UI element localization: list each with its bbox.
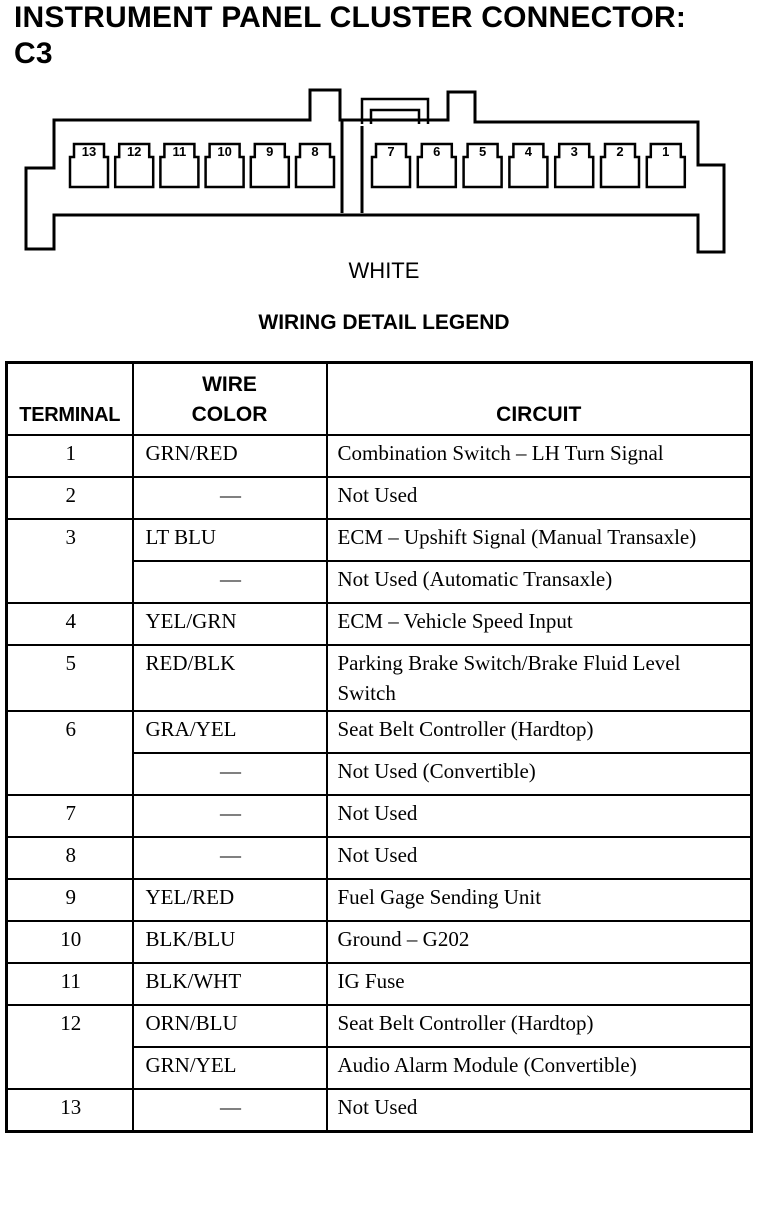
table-row <box>7 477 752 519</box>
wire-color-cell: — <box>133 1089 327 1132</box>
wire-color-cell: YEL/GRN <box>133 603 327 645</box>
wire-color-cell: YEL/RED <box>133 879 327 921</box>
header-terminal: TERMINAL <box>7 363 133 436</box>
connector-pin-number: 12 <box>126 144 142 159</box>
connector-pin-number: 10 <box>217 144 232 159</box>
connector-housing <box>26 90 724 252</box>
circuit-cell: Audio Alarm Module (Convertible) <box>327 1047 752 1089</box>
circuit-cell: Not Used <box>327 477 752 519</box>
connector-pin-number: 9 <box>266 144 274 159</box>
right-pin-group <box>372 144 685 187</box>
connector-pin-number: 5 <box>478 144 487 159</box>
table-row <box>7 879 752 921</box>
wire-color-cell: GRA/YEL <box>133 711 327 753</box>
wire-color-cell: — <box>133 561 327 603</box>
wire-color-cell: BLK/BLU <box>133 921 327 963</box>
header-circuit: CIRCUIT <box>327 363 752 436</box>
terminal-cell: 11 <box>7 963 133 1005</box>
wire-color-cell: GRN/YEL <box>133 1047 327 1089</box>
table-row <box>7 603 752 645</box>
connector-color-label: WHITE <box>348 258 420 283</box>
table-row <box>7 753 752 795</box>
circuit-cell: ECM – Vehicle Speed Input <box>327 603 752 645</box>
terminal-cell: 3 <box>7 519 133 561</box>
circuit-cell: ECM – Upshift Signal (Manual Transaxle) <box>327 519 752 561</box>
terminal-cell: 5 <box>7 645 133 711</box>
wire-color-cell: — <box>133 477 327 519</box>
header-wire-color <box>133 363 327 436</box>
page-title: INSTRUMENT PANEL CLUSTER CONNECTOR: C3 <box>14 1 687 70</box>
circuit-cell: Combination Switch – LH Turn Signal <box>327 435 752 477</box>
wiring-detail-table <box>5 361 753 1133</box>
wire-color-cell: — <box>133 837 327 879</box>
circuit-cell: Not Used <box>327 1089 752 1132</box>
table-row <box>7 963 752 1005</box>
table-row <box>7 837 752 879</box>
wire-color-cell: BLK/WHT <box>133 963 327 1005</box>
table-row <box>7 561 752 603</box>
circuit-cell: Fuel Gage Sending Unit <box>327 879 752 921</box>
wire-color-cell: LT BLU <box>133 519 327 561</box>
table-row <box>7 795 752 837</box>
circuit-cell: Not Used <box>327 837 752 879</box>
table-row <box>7 435 752 477</box>
wire-color-cell: RED/BLK <box>133 645 327 711</box>
circuit-cell: Seat Belt Controller (Hardtop) <box>327 1005 752 1047</box>
connector-pin-number: 4 <box>524 144 533 159</box>
header-wire-color-label: WIRE COLOR <box>191 373 268 426</box>
circuit-cell: Not Used <box>327 795 752 837</box>
terminal-cell: 10 <box>7 921 133 963</box>
terminal-cell: 8 <box>7 837 133 879</box>
table-row <box>7 645 752 711</box>
terminal-cell <box>7 1047 133 1089</box>
terminal-cell: 12 <box>7 1005 133 1047</box>
wire-color-cell: — <box>133 795 327 837</box>
table-row <box>7 1005 752 1047</box>
terminal-cell <box>7 753 133 795</box>
connector-pin-number: 2 <box>616 144 624 159</box>
terminal-cell: 2 <box>7 477 133 519</box>
legend-title: WIRING DETAIL LEGEND <box>258 311 510 334</box>
table-header-row <box>7 363 752 436</box>
circuit-cell: Ground – G202 <box>327 921 752 963</box>
connector-pin-number: 6 <box>433 144 441 159</box>
wire-color-cell: ORN/BLU <box>133 1005 327 1047</box>
circuit-cell: Parking Brake Switch/Brake Fluid Level Switch <box>327 645 752 711</box>
terminal-cell: 4 <box>7 603 133 645</box>
wire-color-cell: GRN/RED <box>133 435 327 477</box>
terminal-cell: 7 <box>7 795 133 837</box>
circuit-cell: Not Used (Automatic Transaxle) <box>327 561 752 603</box>
table-row <box>7 921 752 963</box>
table-row <box>7 1089 752 1132</box>
connector-pin-number: 13 <box>81 144 97 159</box>
circuit-cell: IG Fuse <box>327 963 752 1005</box>
connector-pin-number: 3 <box>570 144 578 159</box>
left-pin-group <box>70 144 334 187</box>
terminal-cell: 6 <box>7 711 133 753</box>
connector-pin-number: 8 <box>311 144 319 159</box>
circuit-cell: Seat Belt Controller (Hardtop) <box>327 711 752 753</box>
connector-pin-number: 1 <box>662 144 670 159</box>
table-row <box>7 1047 752 1089</box>
terminal-cell <box>7 561 133 603</box>
wire-color-cell: — <box>133 753 327 795</box>
terminal-cell: 9 <box>7 879 133 921</box>
connector-pin-number: 11 <box>172 144 187 159</box>
terminal-cell: 1 <box>7 435 133 477</box>
table-row <box>7 711 752 753</box>
circuit-cell: Not Used (Convertible) <box>327 753 752 795</box>
connector-diagram <box>0 80 768 260</box>
terminal-cell: 13 <box>7 1089 133 1132</box>
table-row <box>7 519 752 561</box>
connector-pin-number: 7 <box>387 144 395 159</box>
